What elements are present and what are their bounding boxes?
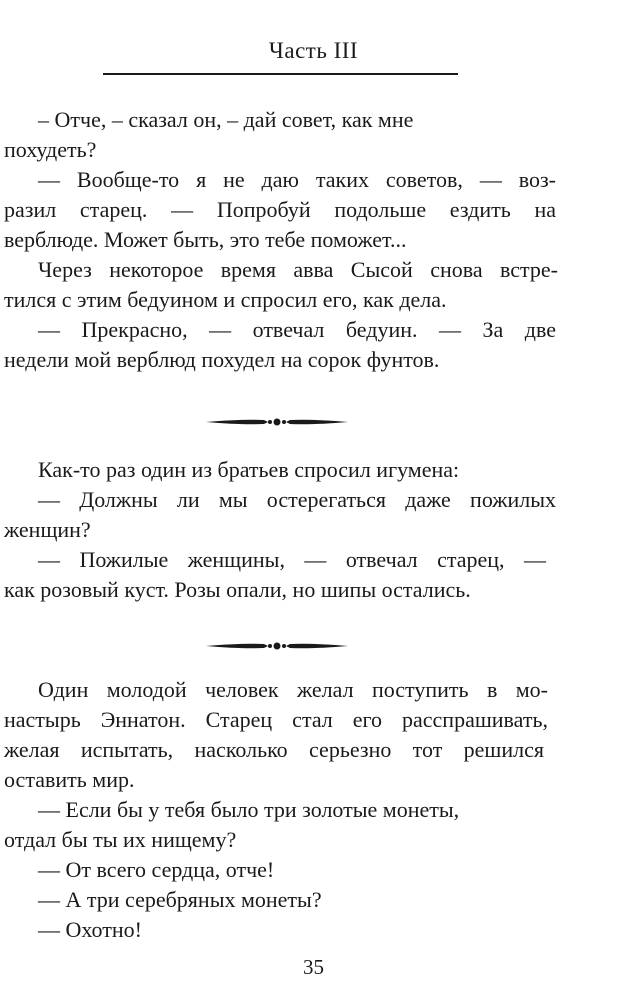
text-line: разил старец. — Попробуй подольше ездить на: [4, 197, 556, 222]
text-line: — Если бы у тебя было три золотые монеты,: [38, 797, 460, 822]
header-rule: [103, 73, 458, 75]
section-divider-ornament: [206, 416, 348, 428]
text-line: — Охотно!: [38, 917, 142, 942]
text-line: недели мой верблюд похудел на сорок фунтов.: [4, 347, 440, 372]
text-line: как розовый куст. Розы опали, но шипы остались.: [4, 577, 471, 602]
text-line: отдал бы ты их нищему?: [4, 827, 237, 852]
text-line: похудеть?: [4, 137, 97, 162]
text-line: — Пожилые женщины, — отвечал старец, —: [38, 547, 546, 572]
text-line: — А три серебряных монеты?: [38, 887, 322, 912]
text-line: Один молодой человек желал поступить в мо-: [38, 677, 548, 702]
text-line: – Отче, – сказал он, – дай совет, как мне: [38, 107, 414, 132]
running-header: Часть III: [268, 38, 359, 63]
text-line: женщин?: [4, 517, 91, 542]
text-line: тился с этим бедуином и спросил его, как дела.: [4, 287, 447, 312]
text-line: настырь Эннатон. Старец стал его расспрашивать,: [4, 707, 548, 732]
text-line: верблюде. Может быть, это тебе поможет...: [4, 227, 407, 252]
text-line: желая испытать, насколько серьезно тот решился: [4, 737, 544, 762]
text-line: — Вообще-то я не даю таких советов, — воз-: [38, 167, 556, 192]
page-number: 35: [303, 955, 324, 979]
text-line: Как-то раз один из братьев спросил игумена:: [38, 457, 460, 482]
text-line: — От всего сердца, отче!: [38, 857, 275, 882]
text-line: — Прекрасно, — отвечал бедуин. — За две: [38, 317, 556, 342]
text-line: — Должны ли мы остерегаться даже пожилых: [38, 487, 556, 512]
text-line: оставить мир.: [4, 767, 135, 792]
section-divider-ornament: [206, 640, 348, 652]
text-line: Через некоторое время авва Сысой снова встре-: [38, 257, 558, 282]
